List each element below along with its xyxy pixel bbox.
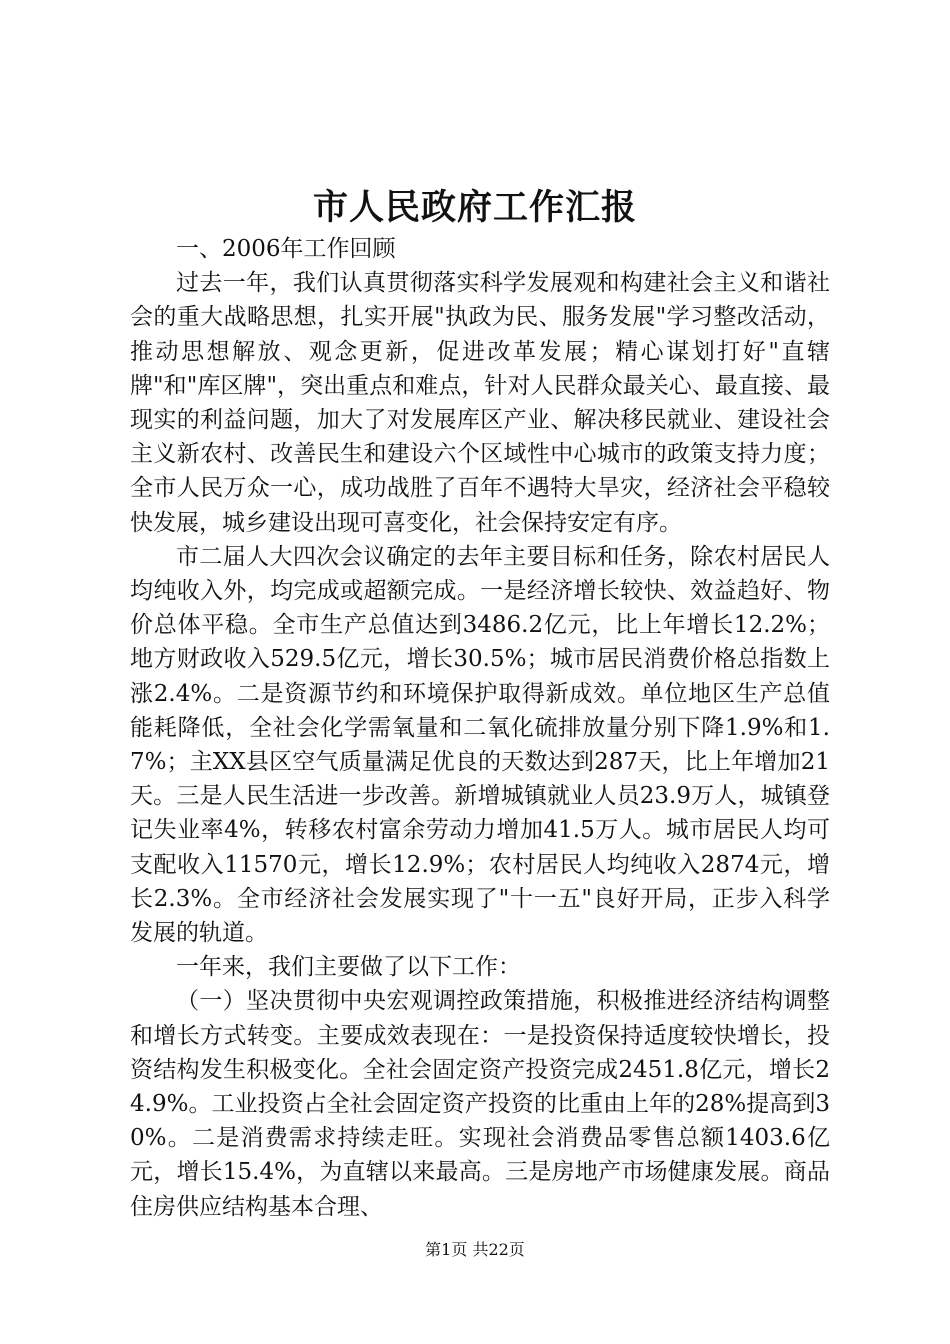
document-body	[130, 232, 830, 1224]
paragraph: 一年来，我们主要做了以下工作：	[176, 954, 521, 981]
document-title: 市人民政府工作汇报	[312, 187, 637, 228]
paragraph: （一）坚决贯彻中央宏观调控政策措施，积极推进经济结构调整和增长方式转变。主要成效表现在：一是投资保持适度较快增长，投资结构发生积极变化。全社会固定资产投资完成2451.8亿元，增长24.9%。工业投资占全社会固定资产投资的比重由上年的28%提高到30%。二是消费需求持续走旺。实现社会消费品零售总额1403.6亿元，增长15.4%，为直辖以来最高。三是房地产市场健康发展。商品住房供应结构基本合理、	[130, 988, 830, 1220]
paragraph: 过去一年，我们认真贯彻落实科学发展观和构建社会主义和谐社会的重大战略思想，扎实开展"执政为民、服务发展"学习整改活动，推动思想解放、观念更新，促进改革发展；精心谋划打好"直辖牌"和"库区牌"，突出重点和难点，针对人民群众最关心、最直接、最现实的利益问题，加大了对发展库区产业、解决移民就业、建设社会主义新农村、改善民生和建设六个区域性中心城市的政策支持力度；全市人民万众一心，成功战胜了百年不遇特大旱灾，经济社会平稳较快发展，城乡建设出现可喜变化，社会保持安定有序。	[130, 270, 830, 536]
page-number-footer: 第1页 共22页	[425, 1240, 525, 1259]
paragraph: 市二届人大四次会议确定的去年主要目标和任务，除农村居民人均纯收入外，均完成或超额完成。一是经济增长较快、效益趋好、物价总体平稳。全市生产总值达到3486.2亿元，比上年增长12.2%；地方财政收入529.5亿元，增长30.5%；城市居民消费价格总指数上涨2.4%。二是资源节约和环境保护取得新成效。单位地区生产总值能耗降低，全社会化学需氧量和二氧化硫排放量分别下降1.9%和1.7%；主XX县区空气质量满足优良的天数达到287天，比上年增加21天。三是人民生活进一步改善。新增城镇就业人员23.9万人，城镇登记失业率4%，转移农村富余劳动力增加41.5万人。城市居民人均可支配收入11570元，增长12.9%；农村居民人均纯收入2874元，增长2.3%。全市经济社会发展实现了"十一五"良好开局，正步入科学发展的轨道。	[130, 543, 830, 947]
section-heading: 一、2006年工作回顾	[176, 236, 396, 262]
